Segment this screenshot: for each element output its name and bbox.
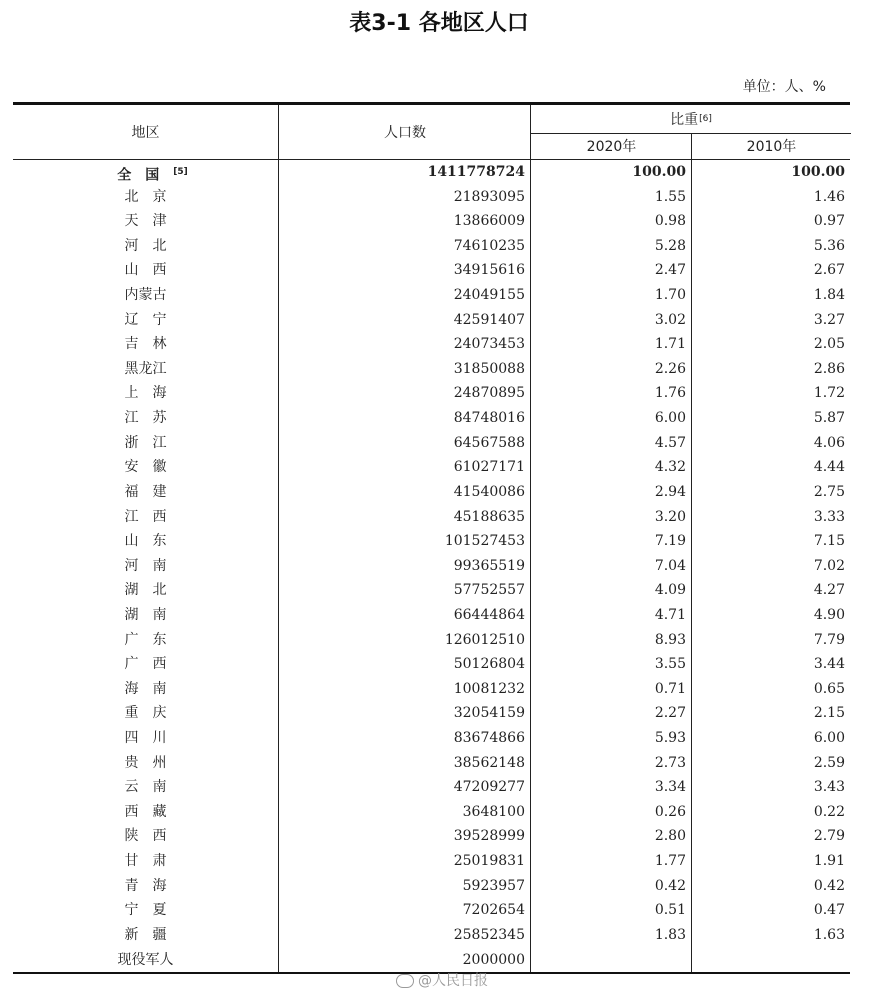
ratio-2020-cell: 2.94 — [530, 480, 691, 505]
region-cell: 新疆 — [124, 926, 181, 943]
table-row-total — [13, 160, 850, 185]
ratio-2020-cell: 3.34 — [530, 775, 691, 800]
region-cell: 山东 — [124, 533, 181, 550]
table-row — [13, 332, 850, 357]
ratio-2010-cell: 0.22 — [691, 800, 850, 825]
ratio-2010-cell — [691, 948, 850, 973]
header-ratio-note: [6] — [699, 114, 712, 124]
table-row — [13, 874, 850, 899]
ratio-2010-cell: 3.33 — [691, 505, 850, 530]
region-cell: 安徽 — [124, 459, 181, 476]
table-row — [13, 431, 850, 456]
region-cell: 四川 — [124, 730, 181, 747]
region-name: 全国 — [117, 167, 174, 184]
table-row — [13, 628, 850, 653]
header-population: 人口数 — [278, 105, 531, 159]
ratio-2020-cell: 100.00 — [530, 160, 691, 185]
region-cell: 北京 — [124, 188, 181, 205]
population-cell: 66444864 — [278, 603, 530, 628]
table-row — [13, 308, 850, 333]
region-cell: 天津 — [124, 213, 181, 230]
ratio-2020-cell: 4.71 — [530, 603, 691, 628]
ratio-2020-cell: 4.32 — [530, 455, 691, 480]
region-cell: 上海 — [124, 385, 181, 402]
ratio-2020-cell: 5.28 — [530, 234, 691, 259]
table-row — [13, 357, 850, 382]
table-row — [13, 923, 850, 948]
table-row — [13, 505, 850, 530]
ratio-2020-cell: 1.71 — [530, 332, 691, 357]
population-cell: 41540086 — [278, 480, 530, 505]
table-body — [13, 160, 850, 972]
population-cell: 3648100 — [278, 800, 530, 825]
population-cell: 84748016 — [278, 406, 530, 431]
ratio-2010-cell: 5.36 — [691, 234, 850, 259]
region-cell: 内蒙古 — [124, 287, 167, 304]
table-row — [13, 185, 850, 210]
population-cell: 31850088 — [278, 357, 530, 382]
region-note: [5] — [173, 167, 188, 177]
region-cell: 浙江 — [124, 434, 181, 451]
ratio-2020-cell: 0.51 — [530, 898, 691, 923]
table-row — [13, 234, 850, 259]
ratio-2010-cell: 0.42 — [691, 874, 850, 899]
ratio-2010-cell: 2.79 — [691, 824, 850, 849]
population-cell: 24049155 — [278, 283, 530, 308]
region-cell: 河北 — [124, 237, 181, 254]
header-region: 地区 — [131, 125, 160, 141]
ratio-2020-cell: 1.76 — [530, 381, 691, 406]
ratio-2020-cell: 0.26 — [530, 800, 691, 825]
ratio-2020-cell: 2.27 — [530, 701, 691, 726]
table-row — [13, 775, 850, 800]
population-cell: 57752557 — [278, 578, 530, 603]
ratio-2010-cell: 2.67 — [691, 258, 850, 283]
ratio-2010-cell: 2.86 — [691, 357, 850, 382]
header-ratio-label: 比重 — [670, 112, 699, 128]
ratio-2010-cell: 4.06 — [691, 431, 850, 456]
table-header — [13, 105, 850, 160]
table-row — [13, 283, 850, 308]
population-cell: 32054159 — [278, 701, 530, 726]
ratio-2010-cell: 7.02 — [691, 554, 850, 579]
region-cell: 山西 — [124, 262, 181, 279]
table-row — [13, 529, 850, 554]
population-cell: 10081232 — [278, 677, 530, 702]
population-cell: 45188635 — [278, 505, 530, 530]
ratio-2010-cell: 3.43 — [691, 775, 850, 800]
table-row — [13, 480, 850, 505]
watermark — [396, 970, 488, 990]
population-cell: 25852345 — [278, 923, 530, 948]
ratio-2010-cell: 1.46 — [691, 185, 850, 210]
ratio-2010-cell: 7.15 — [691, 529, 850, 554]
population-cell: 83674866 — [278, 726, 530, 751]
ratio-2020-cell: 6.00 — [530, 406, 691, 431]
ratio-2010-cell: 100.00 — [691, 160, 850, 185]
table-row — [13, 726, 850, 751]
population-cell: 39528999 — [278, 824, 530, 849]
population-cell: 64567588 — [278, 431, 530, 456]
region-cell: 西藏 — [124, 803, 181, 820]
table-row — [13, 258, 850, 283]
ratio-2020-cell: 8.93 — [530, 628, 691, 653]
table-row — [13, 455, 850, 480]
population-cell: 5923957 — [278, 874, 530, 899]
region-cell: 青海 — [124, 877, 181, 894]
population-cell: 47209277 — [278, 775, 530, 800]
population-cell: 13866009 — [278, 209, 530, 234]
ratio-2020-cell: 3.02 — [530, 308, 691, 333]
ratio-2020-cell: 0.98 — [530, 209, 691, 234]
population-cell: 2000000 — [278, 948, 530, 973]
ratio-2010-cell: 1.84 — [691, 283, 850, 308]
ratio-2010-cell: 2.05 — [691, 332, 850, 357]
watermark-text: @人民日报 — [418, 973, 488, 989]
region-cell: 江西 — [124, 508, 181, 525]
population-cell: 21893095 — [278, 185, 530, 210]
region-cell: 辽宁 — [124, 311, 181, 328]
ratio-2020-cell: 3.20 — [530, 505, 691, 530]
ratio-2010-cell: 4.27 — [691, 578, 850, 603]
ratio-2010-cell: 6.00 — [691, 726, 850, 751]
ratio-2020-cell: 1.83 — [530, 923, 691, 948]
table-row — [13, 824, 850, 849]
region-cell: 云南 — [124, 779, 181, 796]
table-row — [13, 652, 850, 677]
ratio-2010-cell: 0.97 — [691, 209, 850, 234]
region-cell: 重庆 — [124, 705, 181, 722]
ratio-2020-cell: 7.19 — [530, 529, 691, 554]
population-cell: 38562148 — [278, 751, 530, 776]
header-ratio — [530, 105, 851, 134]
region-cell: 现役军人 — [117, 951, 174, 968]
table-row — [13, 948, 850, 973]
ratio-2010-cell: 0.65 — [691, 677, 850, 702]
population-cell: 7202654 — [278, 898, 530, 923]
ratio-2010-cell: 3.27 — [691, 308, 850, 333]
population-cell: 34915616 — [278, 258, 530, 283]
ratio-2020-cell: 1.70 — [530, 283, 691, 308]
table-row — [13, 800, 850, 825]
ratio-2020-cell: 7.04 — [530, 554, 691, 579]
ratio-2020-cell: 4.09 — [530, 578, 691, 603]
ratio-2010-cell: 4.44 — [691, 455, 850, 480]
page-title: 表3-1 各地区人口 — [349, 11, 529, 36]
ratio-2010-cell: 5.87 — [691, 406, 850, 431]
table-row — [13, 898, 850, 923]
ratio-2010-cell: 2.15 — [691, 701, 850, 726]
region-cell: 黑龙江 — [124, 360, 167, 377]
ratio-2010-cell: 1.91 — [691, 849, 850, 874]
ratio-2020-cell: 0.42 — [530, 874, 691, 899]
ratio-2020-cell: 2.47 — [530, 258, 691, 283]
ratio-2020-cell: 2.26 — [530, 357, 691, 382]
unit-label: 单位：人、% — [742, 79, 826, 95]
region-cell: 广东 — [124, 631, 181, 648]
ratio-2020-cell: 5.93 — [530, 726, 691, 751]
region-cell: 贵州 — [124, 754, 181, 771]
region-cell: 宁夏 — [124, 902, 181, 919]
population-cell: 74610235 — [278, 234, 530, 259]
table-row — [13, 554, 850, 579]
region-cell: 湖南 — [124, 606, 181, 623]
region-cell: 河南 — [124, 557, 181, 574]
population-cell: 1411778724 — [278, 160, 530, 185]
ratio-2020-cell: 1.77 — [530, 849, 691, 874]
region-cell: 吉林 — [124, 336, 181, 353]
table-row — [13, 751, 850, 776]
ratio-2010-cell: 2.59 — [691, 751, 850, 776]
header-year-2010: 2010年 — [691, 133, 851, 159]
ratio-2020-cell: 1.55 — [530, 185, 691, 210]
ratio-2010-cell: 2.75 — [691, 480, 850, 505]
region-cell: 江苏 — [124, 410, 181, 427]
table-row — [13, 677, 850, 702]
population-cell: 101527453 — [278, 529, 530, 554]
ratio-2020-cell: 2.80 — [530, 824, 691, 849]
ratio-2010-cell: 4.90 — [691, 603, 850, 628]
ratio-2010-cell: 7.79 — [691, 628, 850, 653]
population-cell: 25019831 — [278, 849, 530, 874]
population-cell: 99365519 — [278, 554, 530, 579]
ratio-2020-cell — [530, 948, 691, 973]
ratio-2010-cell: 1.63 — [691, 923, 850, 948]
ratio-2020-cell: 2.73 — [530, 751, 691, 776]
table-row — [13, 849, 850, 874]
region-cell: 福建 — [124, 483, 181, 500]
population-cell: 126012510 — [278, 628, 530, 653]
table-row — [13, 701, 850, 726]
region-cell — [13, 160, 278, 185]
region-cell: 海南 — [124, 680, 181, 697]
population-cell: 24870895 — [278, 381, 530, 406]
table-row — [13, 209, 850, 234]
population-cell: 24073453 — [278, 332, 530, 357]
region-cell: 广西 — [124, 656, 181, 673]
table-row — [13, 381, 850, 406]
table-row — [13, 578, 850, 603]
table-row — [13, 406, 850, 431]
population-cell: 42591407 — [278, 308, 530, 333]
population-cell: 50126804 — [278, 652, 530, 677]
ratio-2010-cell: 1.72 — [691, 381, 850, 406]
table-row — [13, 603, 850, 628]
weibo-icon — [396, 974, 414, 988]
ratio-2020-cell: 0.71 — [530, 677, 691, 702]
population-table — [13, 102, 850, 974]
ratio-2010-cell: 0.47 — [691, 898, 850, 923]
ratio-2010-cell: 3.44 — [691, 652, 850, 677]
header-year-2020: 2020年 — [530, 133, 692, 159]
region-cell: 甘肃 — [124, 853, 181, 870]
population-cell: 61027171 — [278, 455, 530, 480]
region-cell: 湖北 — [124, 582, 181, 599]
ratio-2020-cell: 4.57 — [530, 431, 691, 456]
ratio-2020-cell: 3.55 — [530, 652, 691, 677]
region-cell: 陕西 — [124, 828, 181, 845]
